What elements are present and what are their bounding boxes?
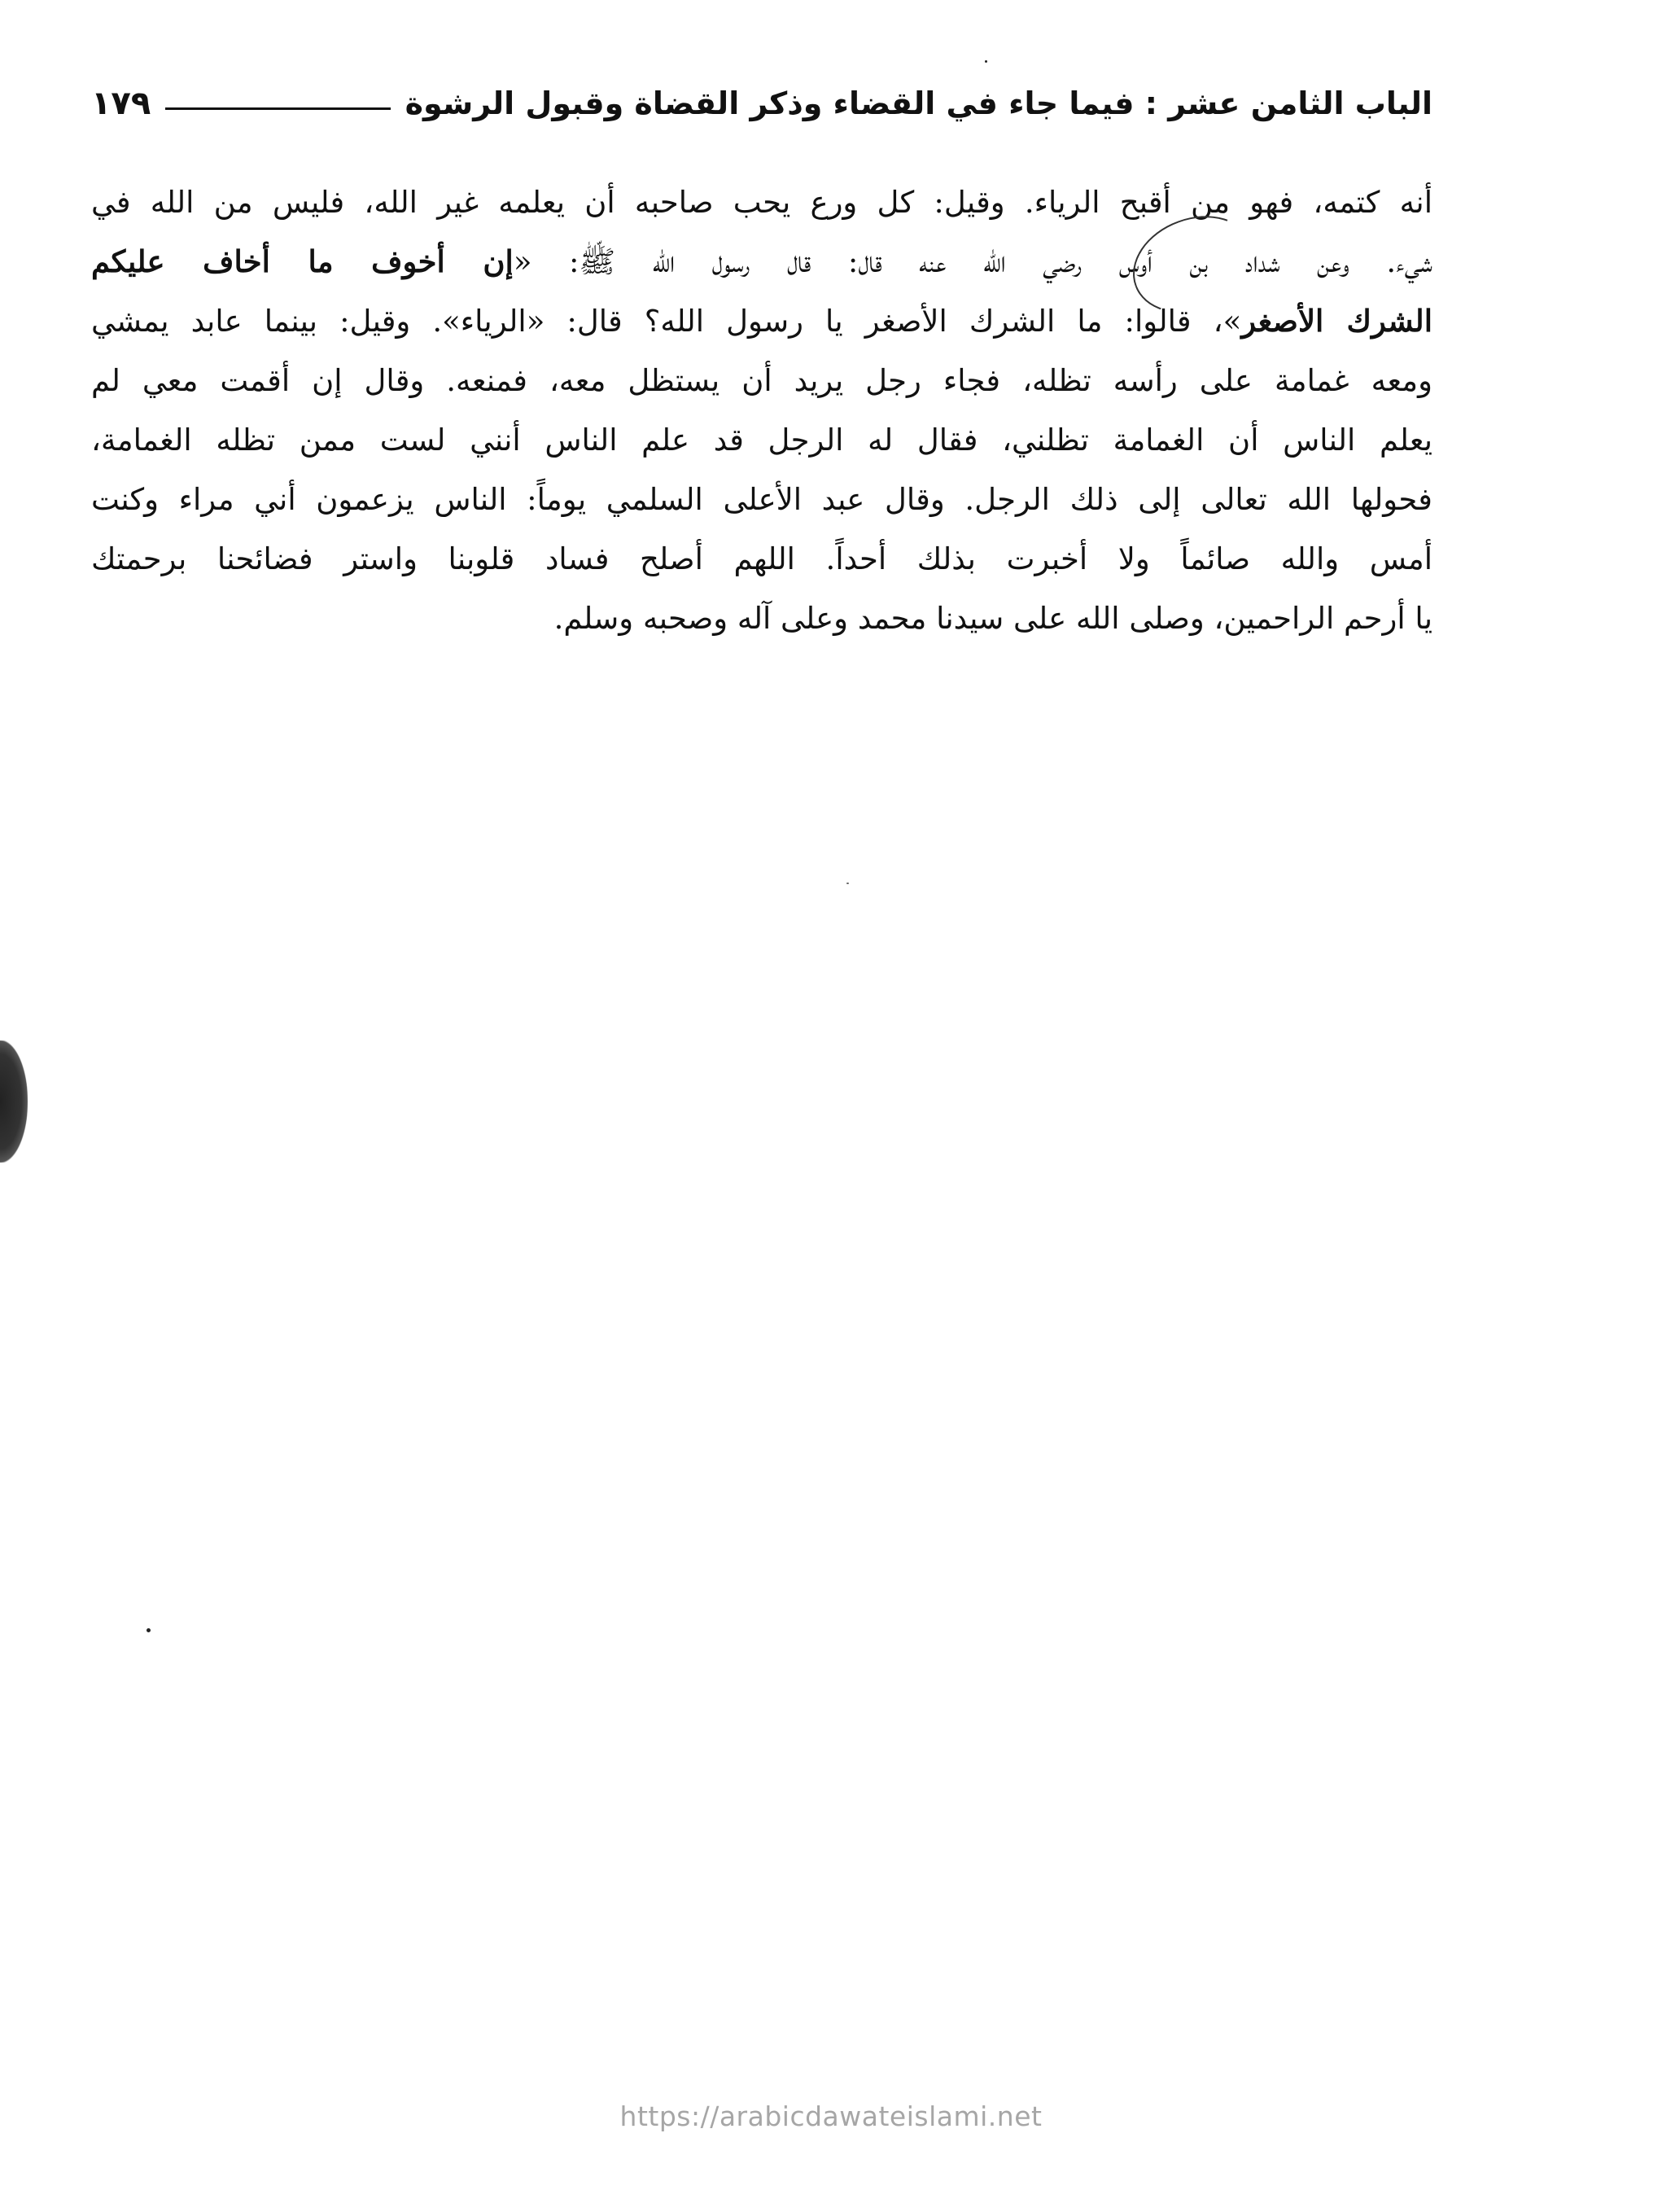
text-line-3: الشرك الأصغر»، قالوا: ما الشرك الأصغر يا رسول الله؟ قال: «الرياء». وقيل: بينما عابد يمشي [91,303,1432,339]
scan-speck [846,883,849,884]
scan-speck [147,1628,151,1632]
hadith-bold-text: الشرك الأصغر [1241,303,1432,339]
text-line-7: أمس والله صائماً ولا أخبرت بذلك أحداً. اللهم أصلح فساد قلوبنا واستر فضائحنا برحمتك [91,541,1432,576]
hadith-bold-text: إن أخوف ما أخاف عليكم [91,243,514,279]
text-line-4: ومعه غمامة على رأسه تظله، فجاء رجل يريد أن يستظل معه، فمنعه. وقال إن أقمت معي لم [91,363,1432,398]
text-line-1: أنه كتمه، فهو من أقبح الرياء. وقيل: كل ورع يحب صاحبه أن يعلمه غير الله، فليس من الله في [91,185,1432,220]
source-watermark: https://arabicdawateislami.net [619,2100,1043,2132]
chapter-title: الباب الثامن عشر : فيما جاء في القضاء وذكر القضاة وقبول الرشوة [405,85,1432,121]
text-line-2: شيء. وعن شداد بن أوس رضي الله عنه قال: قال رسول الله ﷺ: «إن أخوف ما أخاف عليكم [91,243,1432,279]
text-line-5: يعلم الناس أن الغمامة تظلني، فقال له الرجل قد علم الناس أنني لست ممن تظله الغمامة، [91,423,1432,458]
text-line-6: فحولها الله تعالى إلى ذلك الرجل. وقال عبد الأعلى السلمي يوماً: الناس يزعمون أني مراء وكنت [91,482,1432,517]
running-header [91,75,1432,132]
scan-speck [985,60,987,63]
text-line-8: يا أرحم الراحمين، وصلى الله على سيدنا محمد وعلى آله وصحبه وسلم. [553,601,1432,636]
scan-margin-blot [0,1040,28,1163]
header-rule [165,107,390,110]
page-number: ١٧٩ [91,85,151,122]
